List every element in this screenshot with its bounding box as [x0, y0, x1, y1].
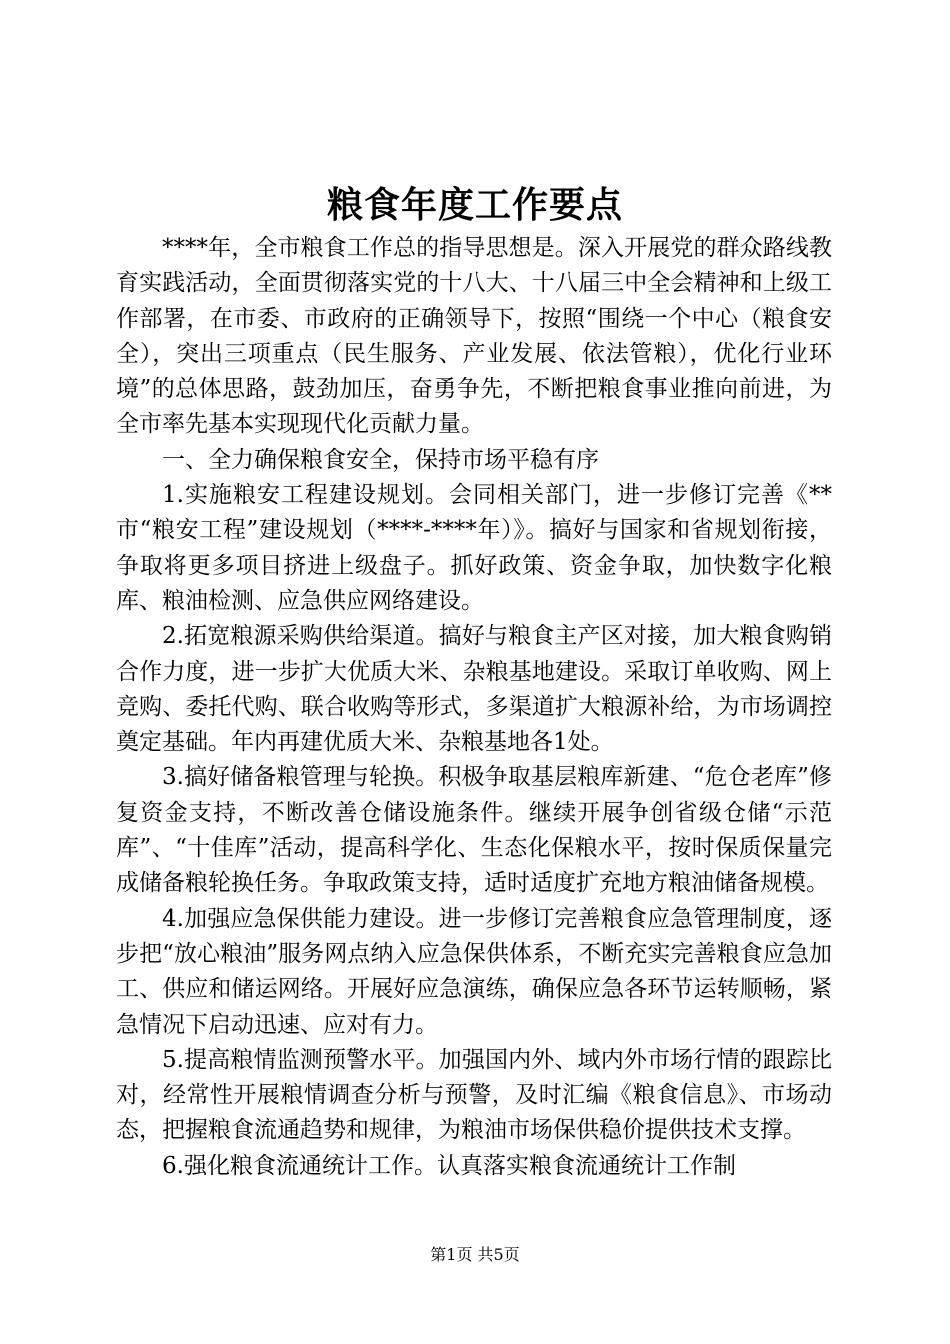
page-footer: 第1页 共5页: [430, 1245, 520, 1264]
paragraph-item-4: 4.加强应急保供能力建设。进一步修订完善粮食应急管理制度，逐步把“放心粮油”服务网点纳入应急保供体系，不断充实完善粮食应急加工、供应和储运网络。开展好应急演练，确保应急各环节运转顺畅，紧急情况下启动迅速、应对有力。: [116, 905, 832, 1038]
paragraph-item-5: 5.提高粮情监测预警水平。加强国内外、域内外市场行情的跟踪比对，经常性开展粮情调查分析与预警，及时汇编《粮食信息》、市场动态，把握粮食流通趋势和规律，为粮油市场保供稳价提供技术支撑。: [116, 1046, 832, 1144]
paragraph-item-6: 6.强化粮食流通统计工作。认真落实粮食流通统计工作制: [162, 1152, 736, 1179]
paragraph-guiding-thought: ****年，全市粮食工作总的指导思想是。深入开展党的群众路线教育实践活动，全面贯彻落实党的十八大、十八届三中全会精神和上级工作部署，在市委、市政府的正确领导下，按照“围绕一个中心（粮食安全），突出三项重点（民生服务、产业发展、依法管粮），优化行业环境”的总体思路，鼓劲加压，奋勇争先，不断把粮食事业推向前进，为全市率先基本实现现代化贡献力量。: [116, 235, 832, 438]
paragraph-item-1: 1.实施粮安工程建设规划。会同相关部门，进一步修订完善《**市“粮安工程”建设规划（****-****年）》。搞好与国家和省规划衔接，争取将更多项目挤进上级盘子。抓好政策、资金争取，加快数字化粮库、粮油检测、应急供应网络建设。: [116, 482, 832, 614]
paragraph-item-2: 2.拓宽粮源采购供给渠道。搞好与粮食主产区对接，加大粮食购销合作力度，进一步扩大优质大米、杂粮基地建设。采取订单收购、网上竞购、委托代购、联合收购等形式，多渠道扩大粮源补给，为市场调控奠定基础。年内再建优质大米、杂粮基地各1处。: [116, 623, 832, 756]
section-heading-food-security: 一、全力确保粮食安全，保持市场平稳有序: [162, 446, 599, 473]
document-title: 粮食年度工作要点: [326, 184, 623, 226]
document-body: [116, 231, 832, 1184]
paragraph-item-3: 3.搞好储备粮管理与轮换。积极争取基层粮库新建、“危仓老库”修复资金支持，不断改善仓储设施条件。继续开展争创省级仓储“示范库”、“十佳库”活动，提高科学化、生态化保粮水平，按时保质保量完成储备粮轮换任务。争取政策支持，适时适度扩充地方粮油储备规模。: [116, 764, 832, 897]
